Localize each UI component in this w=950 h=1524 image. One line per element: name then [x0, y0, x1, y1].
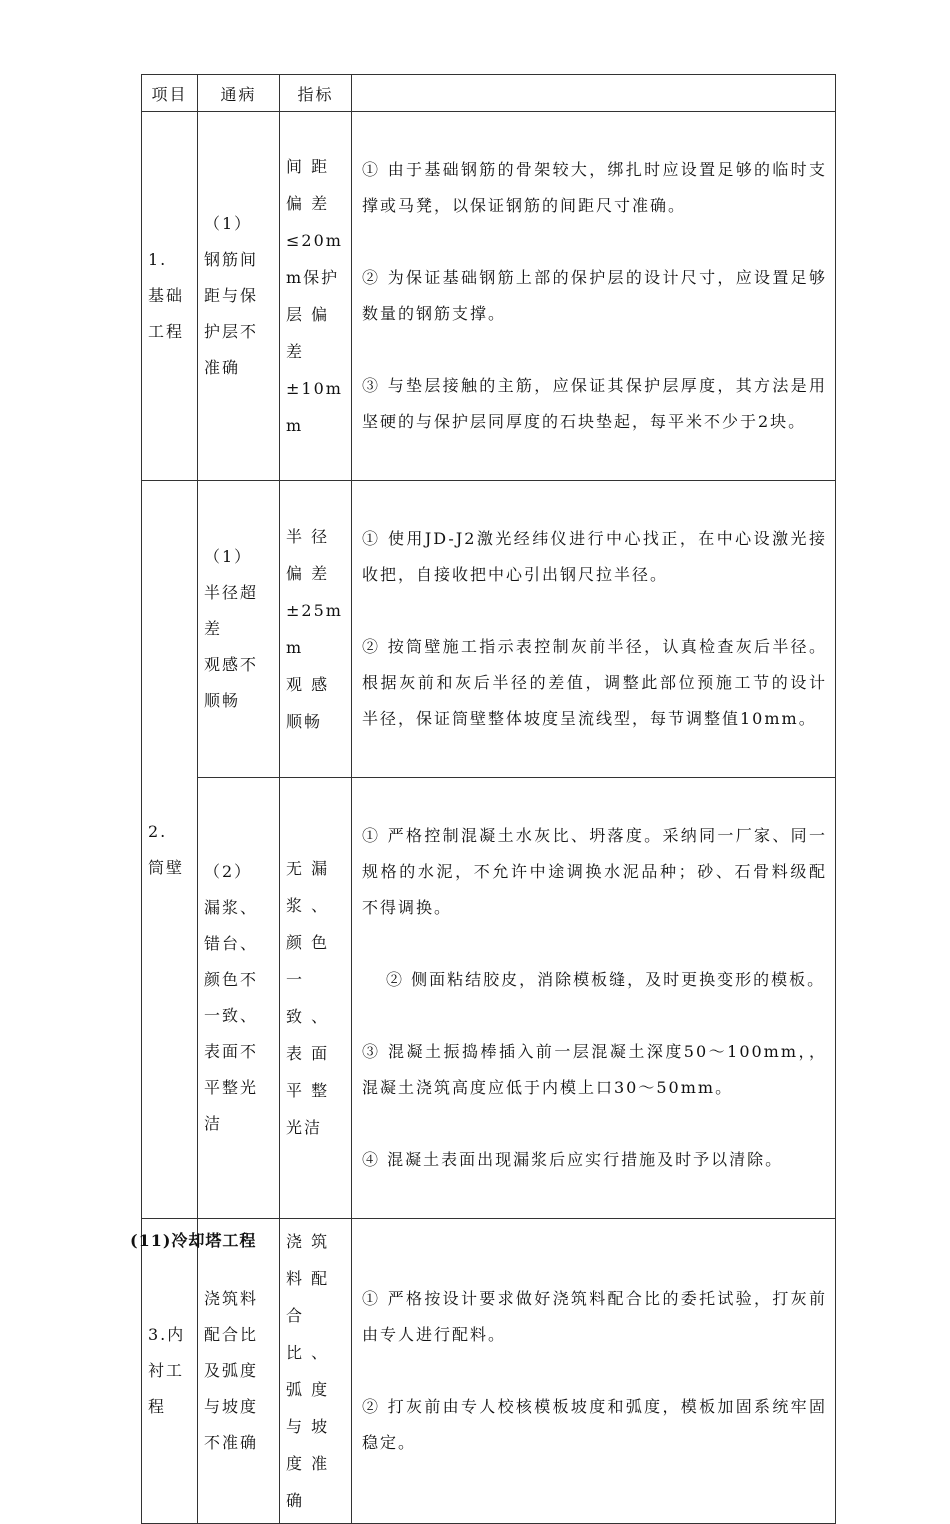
header-measures — [352, 75, 836, 112]
measure-text: ② 按筒壁施工指示表控制灰前半径，认真检查灰后半径。根据灰前和灰后半径的差值，调整此部位预施工节的设计半径，保证筒壁整体坡度呈流线型，每节调整值10mm。 — [362, 637, 827, 728]
section-heading: (11)冷却塔工程 — [130, 1231, 257, 1250]
table-row — [142, 481, 836, 778]
row-item: 2. 筒壁 — [142, 481, 198, 1219]
measure-text: ② 为保证基础钢筋上部的保护层的设计尺寸，应设置足够数量的钢筋支撑。 — [362, 268, 827, 323]
header-index: 指标 — [280, 75, 352, 112]
row-item: 1. 基础 工程 — [142, 112, 198, 481]
measure-text: ① 使用JD-J2激光经纬仪进行中心找正，在中心设激光接收把，自接收把中心引出钢尺拉半径。 — [362, 529, 827, 584]
measure-text: ③ 混凝土振捣棒插入前一层混凝土深度50～100mm，，混凝土浇筑高度应低于内模上口30～50mm。 — [362, 1042, 827, 1097]
row-defect: （1） 钢筋间 距与保 护层不 准确 — [198, 112, 280, 481]
row-measures — [352, 112, 836, 481]
row-defect: 浇筑料 配合比 及弧度 与坡度 不准确 — [198, 1219, 280, 1524]
table-row — [142, 1219, 836, 1524]
measure-text: ④ 混凝土表面出现漏浆后应实行措施及时予以清除。 — [362, 1150, 784, 1169]
measure-text: ① 严格控制混凝土水灰比、坍落度。采纳同一厂家、同一规格的水泥，不允许中途调换水泥品种；砂、石骨料级配不得调换。 — [362, 826, 827, 917]
row-index: 无 漏 浆 、 颜 色 一 致 、 表 面 平 整 光洁 — [280, 778, 352, 1219]
table-row — [142, 778, 836, 1219]
row-defect: （2） 漏浆、 错台、 颜色不 一致、 表面不 平整光 洁 — [198, 778, 280, 1219]
row-measures — [352, 1219, 836, 1524]
row-measures — [352, 481, 836, 778]
measure-text: ③ 与垫层接触的主筋，应保证其保护层厚度，其方法是用坚硬的与保护层同厚度的石块垫起，每平米不少于2块。 — [362, 376, 827, 431]
header-item: 项目 — [142, 75, 198, 112]
table-row — [142, 112, 836, 481]
row-index: 间 距 偏 差 ≤20m m保护 层 偏 差 ±10m m — [280, 112, 352, 481]
row-index: 半 径 偏 差 ±25m m 观 感 顺畅 — [280, 481, 352, 778]
measure-text: ② 侧面粘结胶皮，消除模板缝，及时更换变形的模板。 — [386, 970, 826, 989]
measure-text: ② 打灰前由专人校核模板坡度和弧度，模板加固系统牢固稳定。 — [362, 1397, 827, 1452]
table-header-row — [142, 75, 836, 112]
row-item: 3.内 衬工 程 — [142, 1219, 198, 1524]
quality-defects-table — [141, 74, 836, 1524]
measure-text: ① 由于基础钢筋的骨架较大，绑扎时应设置足够的临时支撑或马凳，以保证钢筋的间距尺寸准确。 — [362, 160, 827, 215]
measure-text: ① 严格按设计要求做好浇筑料配合比的委托试验，打灰前由专人进行配料。 — [362, 1289, 827, 1344]
row-measures — [352, 778, 836, 1219]
row-index: 浇 筑 料 配 合 比 、 弧 度 与 坡 度 准 确 — [280, 1219, 352, 1524]
row-defect: （1） 半径超 差 观感不 顺畅 — [198, 481, 280, 778]
header-defect: 通病 — [198, 75, 280, 112]
